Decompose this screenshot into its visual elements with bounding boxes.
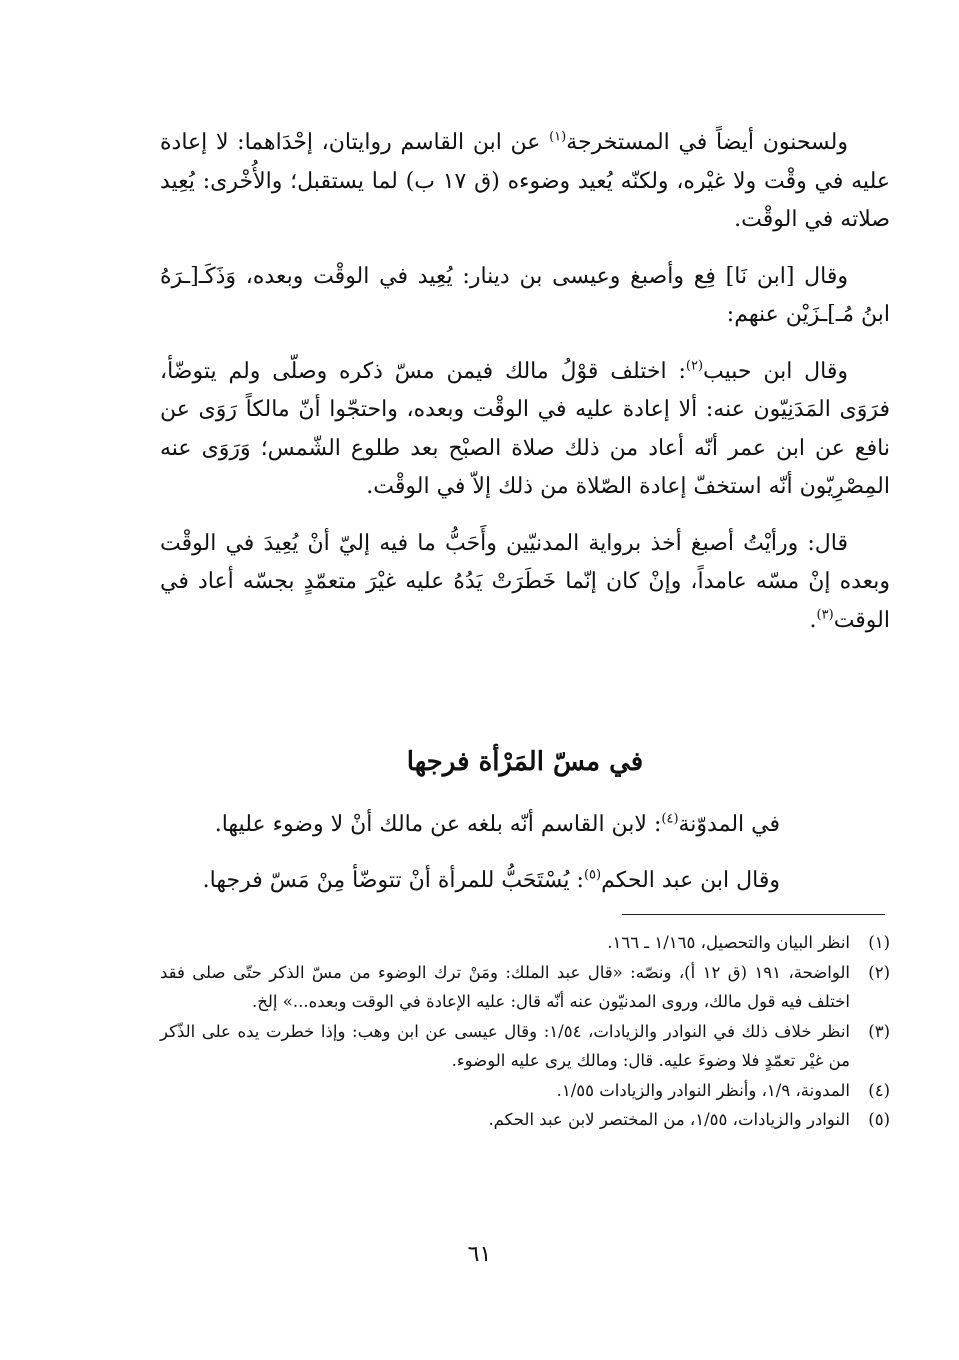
paragraph-text: . [809, 607, 817, 633]
footnote-item [160, 1017, 890, 1076]
paragraph [160, 258, 890, 335]
footnote-item [160, 1076, 890, 1106]
paragraph-text: : اختلف قوْلُ مالك فيمن مسّ ذكره وصلّى ولم يتوضّأ، فرَوَى المَدَنِيّون عنه: ألا إعادة عليه في الوقْت وبعده، واحتجّوا أنّ مالكاً رَوَى عن نافع عن ابن عمر أنّه أعاد من ذلك صلاة الصبْح بعد طلوع الشّمس؛ وَرَوَى عنه المِصْرِيّون أنّه استخفّ إعادة الصّلاة من ذلك إلاّ في الوقْت. [160, 358, 890, 499]
paragraph [160, 124, 890, 240]
footnote-text: المدونة، ١/٩، وأنظر النوادر والزيادات ١/٥٥. [556, 1080, 850, 1100]
footnote-marker[interactable]: (٣) [816, 607, 834, 623]
main-text [160, 124, 890, 640]
footnote-item [160, 958, 890, 1017]
footnote-marker[interactable]: (٢) [685, 358, 704, 374]
footnote-text: انظر البيان والتحصيل، ١/١٦٥ ـ ١٦٦. [607, 933, 850, 952]
paragraph-text: وقال ابن حبيب [703, 358, 849, 384]
footnote-number: (٣) [868, 1021, 890, 1041]
line-text: في المدوّنة [678, 812, 780, 837]
line-text: : يُسْتَحَبُّ للمرأة أنْ تتوضّأ مِنْ مَسّ فرجها. [202, 868, 584, 893]
footnote-item [160, 928, 890, 958]
footnote-text: الواضحة، ١٩١ (ق ١٢ أ)، ونصّه: «قال عبد الملك: ومَنْ ترك الوضوء من مسّ الذكر حتّى صلى فقد اختلف فيه قول مالك، وروى المدنيّون عنه أنّه قال: عليه الإعادة في الوقت وبعده...» إلخ. [160, 962, 850, 1011]
footnotes [160, 928, 890, 1135]
line-text: : لابن القاسم أنّه بلغه عن مالك أنْ لا وضوء عليها. [214, 812, 662, 837]
footnote-text: النوادر والزيادات، ١/٥٥، من المختصر لابن عبد الحكم. [488, 1110, 850, 1129]
heading-line [160, 862, 890, 900]
footnote-item [160, 1105, 890, 1135]
footnote-marker[interactable]: (١) [549, 129, 567, 145]
paragraph [160, 525, 890, 641]
heading-line [160, 806, 890, 844]
footnote-marker[interactable]: (٤) [661, 811, 679, 827]
paragraph-text: عن ابن القاسم روايتان، إحْدَاهما: لا إعادة عليه في وقْت ولا غيْره، ولكنّه يُعيد وضوءه (ق ١٧ ب) لما يستقبل؛ والأُخْرى: يُعِيد صلاته في الوقْت. [160, 130, 890, 232]
footnote-number: (٤) [868, 1080, 890, 1100]
page-number: ٦١ [467, 1242, 492, 1267]
paragraph [160, 353, 890, 507]
paragraph-text: وقال [ابن نَا] فِع وأصبغ وعيسى بن دينار: يُعِيد في الوقْت وبعده، وَذَكَـ[ـرَهُ ابنُ مُـ]ـزَيْن عنهم: [160, 263, 890, 327]
section-heading: في مسّ المَرْأة فرجها [406, 747, 644, 777]
footnote-marker[interactable]: (٥) [583, 867, 602, 883]
footnote-number: (٥) [868, 1110, 890, 1129]
paragraph-text: ولسحنون أيضاً في المستخرجة [566, 130, 849, 155]
footnote-text: انظر خلاف ذلك في النوادر والزيادات، ١/٥٤: وقال عيسى عن ابن وهب: وإذا خطرت يده على الذّكر من غيْر تعمّدٍ فلا وضوءَ عليه. قال: ومالك يرى عليه الوضوء. [160, 1021, 850, 1070]
line-text: وقال ابن عبد الحكم [601, 868, 780, 893]
footnote-number: (٢) [868, 962, 890, 982]
footnote-number: (١) [868, 933, 890, 952]
footnote-separator [622, 914, 885, 915]
paragraph-text: قال: ورأيْتُ أصبغ أخذ برواية المدنيّين وأَحَبُّ ما فيه إليّ أنْ يُعِيدَ في الوقْت وبعده إنْ مسّه عامداً، وإنْ كان إنّما خَطَرَتْ يَدُهُ عليه غيْرَ متعمّدٍ بجسّه أعاد في الوقت [160, 530, 890, 633]
